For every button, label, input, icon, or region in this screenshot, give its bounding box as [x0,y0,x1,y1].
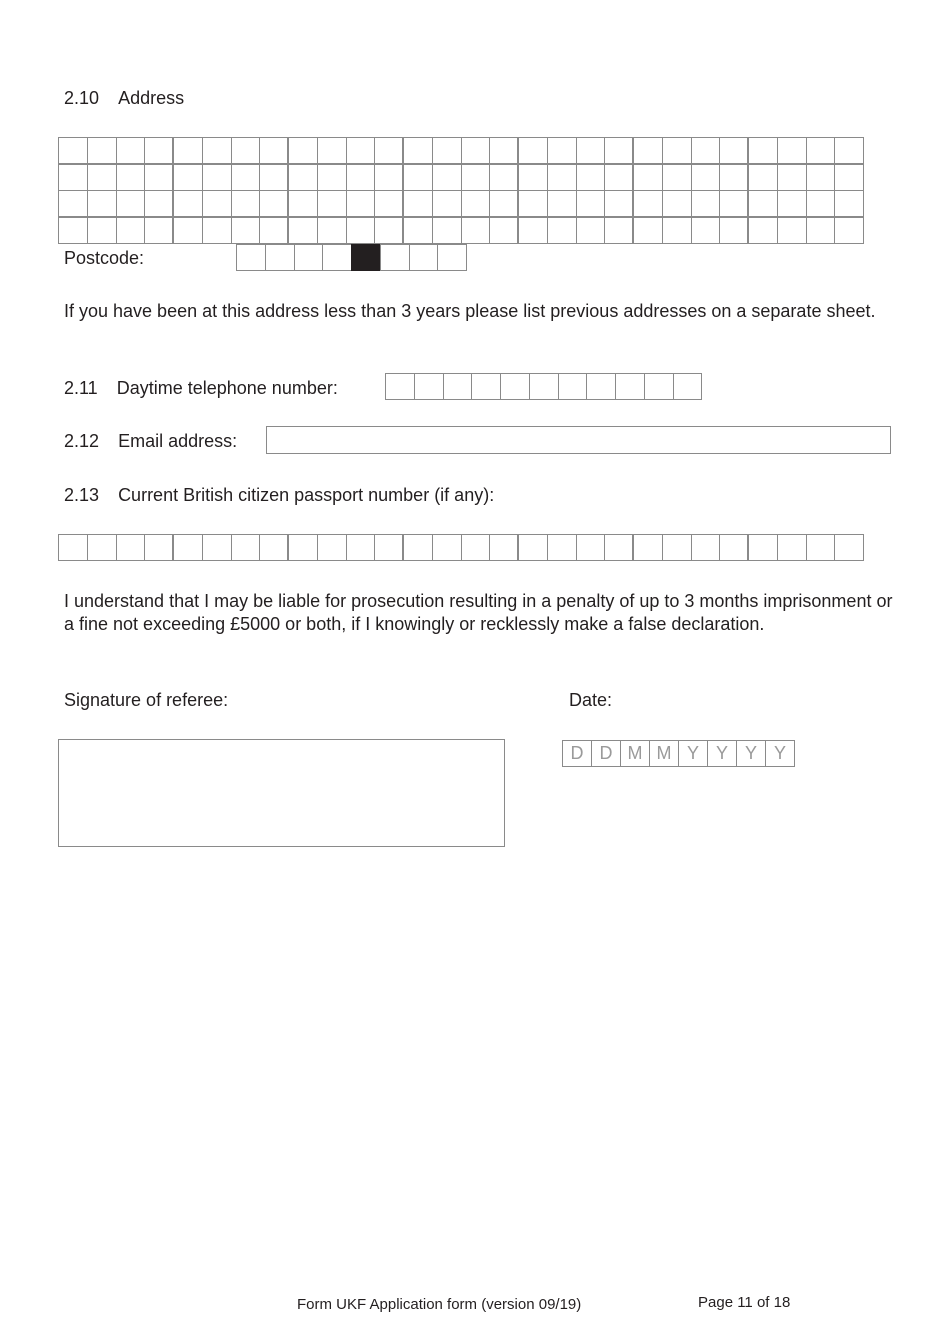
passport-cell[interactable] [806,534,836,561]
address-cell[interactable] [87,164,117,191]
address-cell[interactable] [662,217,692,244]
address-cell[interactable] [461,137,491,164]
address-cell[interactable] [691,217,721,244]
address-cell[interactable] [834,217,864,244]
telephone-cell[interactable] [558,373,588,400]
address-cell[interactable] [231,217,261,244]
signature-label: Signature of referee: [64,690,229,710]
address-cell[interactable] [662,137,692,164]
declaration-text: I understand that I may be liable for prosecution resulting in a penalty of up to 3 months imprisonment or a fine not exceeding £5000 or both, if I knowingly or recklessly make a false declaration. [64,591,893,634]
telephone-cell[interactable] [644,373,674,400]
address-cell[interactable] [173,164,203,191]
address-cell[interactable] [116,164,146,191]
passport-cell[interactable] [834,534,864,561]
address-cell[interactable] [403,164,433,191]
address-cell[interactable] [432,190,462,217]
address-cell[interactable] [317,190,347,217]
date-cell[interactable]: M [620,740,650,767]
address-line [58,217,863,243]
address-cell[interactable] [806,164,836,191]
address-cell[interactable] [259,217,289,244]
date-cell[interactable]: D [562,740,592,767]
address-cell[interactable] [691,164,721,191]
passport-cell[interactable] [259,534,289,561]
address-cell[interactable] [87,137,117,164]
address-cell[interactable] [662,190,692,217]
address-cell[interactable] [173,137,203,164]
address-cell[interactable] [777,137,807,164]
footer-page-number: Page 11 of 18 [698,1294,791,1311]
address-cell[interactable] [662,164,692,191]
passport-cell[interactable] [719,534,749,561]
address-cell[interactable] [403,190,433,217]
address-cell[interactable] [518,190,548,217]
section-number: 2.10 [64,88,100,108]
passport-cell[interactable] [518,534,548,561]
passport-cell[interactable] [633,534,663,561]
postcode-cell[interactable] [437,244,467,271]
passport-cell[interactable] [346,534,376,561]
address-cell[interactable] [403,137,433,164]
postcode-cell[interactable] [380,244,410,271]
address-cell[interactable] [116,190,146,217]
address-cell[interactable] [748,137,778,164]
footer-form-name: Form UKF Application form (version 09/19) [297,1296,582,1313]
passport-cell[interactable] [58,534,88,561]
address-cell[interactable] [834,137,864,164]
postcode-cell[interactable] [409,244,439,271]
address-cell[interactable] [374,190,404,217]
postcode-cell[interactable] [236,244,266,271]
address-cell[interactable] [547,164,577,191]
address-cell[interactable] [518,164,548,191]
postcode-cell[interactable] [294,244,324,271]
date-label: Date: [569,690,613,710]
passport-heading [64,484,494,506]
date-cell[interactable]: M [649,740,679,767]
section-number: 2.12 [64,431,100,451]
address-cell[interactable] [346,190,376,217]
address-cell[interactable] [374,137,404,164]
address-cell[interactable] [116,217,146,244]
passport-cell[interactable] [173,534,203,561]
address-cell[interactable] [317,217,347,244]
address-cell[interactable] [691,190,721,217]
date-cell[interactable]: D [591,740,621,767]
address-cell[interactable] [576,190,606,217]
address-cell[interactable] [604,137,634,164]
address-cell[interactable] [58,137,88,164]
address-cell[interactable] [432,164,462,191]
address-cell[interactable] [633,190,663,217]
passport-cell[interactable] [202,534,232,561]
previous-address-note: If you have been at this address less than 3 years please list previous addresses on a separate sheet. [64,301,876,321]
address-cell[interactable] [87,190,117,217]
address-cell[interactable] [518,137,548,164]
telephone-grid [385,373,701,400]
passport-cell[interactable] [461,534,491,561]
address-cell[interactable] [58,190,88,217]
address-cell[interactable] [461,217,491,244]
address-cell[interactable] [317,164,347,191]
address-cell[interactable] [547,137,577,164]
address-cell[interactable] [834,190,864,217]
section-number: 2.11 [64,378,98,398]
postcode-separator [351,244,381,271]
date-cell[interactable]: Y [707,740,737,767]
address-cell[interactable] [806,190,836,217]
address-cell[interactable] [374,164,404,191]
date-cell[interactable]: Y [765,740,795,767]
postcode-label: Postcode: [64,248,145,268]
passport-cell[interactable] [87,534,117,561]
passport-cell[interactable] [374,534,404,561]
passport-cell[interactable] [547,534,577,561]
address-cell[interactable] [144,190,174,217]
address-cell[interactable] [748,217,778,244]
address-cell[interactable] [633,137,663,164]
passport-cell[interactable] [231,534,261,561]
address-cell[interactable] [202,217,232,244]
address-cell[interactable] [288,190,318,217]
address-cell[interactable] [777,164,807,191]
passport-cell[interactable] [604,534,634,561]
telephone-cell[interactable] [385,373,415,400]
address-cell[interactable] [259,137,289,164]
address-cell[interactable] [604,217,634,244]
address-cell[interactable] [432,217,462,244]
telephone-cell[interactable] [500,373,530,400]
address-cell[interactable] [576,164,606,191]
address-cell[interactable] [58,217,88,244]
address-cell[interactable] [346,137,376,164]
address-cell[interactable] [489,137,519,164]
address-cell[interactable] [288,137,318,164]
passport-cell[interactable] [432,534,462,561]
address-cell[interactable] [144,164,174,191]
address-cell[interactable] [432,137,462,164]
address-cell[interactable] [604,164,634,191]
date-grid [562,740,794,767]
address-cell[interactable] [346,164,376,191]
postcode-grid [236,244,466,271]
postcode-cell[interactable] [322,244,352,271]
email-heading [64,430,237,452]
address-cell[interactable] [346,217,376,244]
telephone-cell[interactable] [443,373,473,400]
address-line [58,190,863,216]
telephone-cell[interactable] [471,373,501,400]
address-cell[interactable] [806,137,836,164]
address-cell[interactable] [259,190,289,217]
address-cell[interactable] [489,164,519,191]
address-cell[interactable] [116,137,146,164]
telephone-heading [64,377,338,399]
address-cell[interactable] [777,190,807,217]
address-cell[interactable] [461,164,491,191]
passport-cell[interactable] [777,534,807,561]
address-cell[interactable] [489,217,519,244]
section-label: Daytime telephone number: [116,378,338,398]
telephone-cell[interactable] [615,373,645,400]
date-cell[interactable]: Y [736,740,766,767]
address-cell[interactable] [633,164,663,191]
address-cell[interactable] [719,217,749,244]
address-cell[interactable] [834,164,864,191]
address-cell[interactable] [231,137,261,164]
address-cell[interactable] [691,137,721,164]
address-cell[interactable] [231,164,261,191]
passport-cell[interactable] [691,534,721,561]
passport-cell[interactable] [748,534,778,561]
address-cell[interactable] [144,217,174,244]
address-cell[interactable] [461,190,491,217]
address-cell[interactable] [403,217,433,244]
address-cell[interactable] [144,137,174,164]
address-cell[interactable] [58,164,88,191]
section-label: Email address: [118,431,238,451]
address-cell[interactable] [576,137,606,164]
address-cell[interactable] [288,164,318,191]
address-cell[interactable] [547,190,577,217]
address-cell[interactable] [547,217,577,244]
address-cell[interactable] [604,190,634,217]
telephone-cell[interactable] [673,373,703,400]
address-cell[interactable] [518,217,548,244]
address-cell[interactable] [202,137,232,164]
postcode-cell[interactable] [265,244,295,271]
address-cell[interactable] [202,190,232,217]
address-cell[interactable] [777,217,807,244]
address-cell[interactable] [719,164,749,191]
passport-cell[interactable] [144,534,174,561]
address-cell[interactable] [806,217,836,244]
signature-box[interactable] [58,739,505,847]
address-cell[interactable] [202,164,232,191]
address-cell[interactable] [719,137,749,164]
email-field[interactable] [266,426,891,454]
passport-cell[interactable] [403,534,433,561]
telephone-cell[interactable] [586,373,616,400]
passport-grid [58,534,863,560]
section-label: Address [118,88,185,108]
section-label: Current British citizen passport number (if any): [118,485,495,505]
address-cell[interactable] [719,190,749,217]
date-cell[interactable]: Y [678,740,708,767]
address-heading [64,87,184,109]
passport-cell[interactable] [662,534,692,561]
address-cell[interactable] [87,217,117,244]
address-cell[interactable] [231,190,261,217]
address-cell[interactable] [173,190,203,217]
address-cell[interactable] [317,137,347,164]
telephone-cell[interactable] [529,373,559,400]
address-cell[interactable] [374,217,404,244]
address-cell[interactable] [576,217,606,244]
address-line [58,137,863,163]
passport-cell[interactable] [317,534,347,561]
address-cell[interactable] [489,190,519,217]
passport-cell[interactable] [288,534,318,561]
address-cell[interactable] [259,164,289,191]
passport-cell[interactable] [116,534,146,561]
passport-cell[interactable] [576,534,606,561]
address-cell[interactable] [633,217,663,244]
address-cell[interactable] [748,190,778,217]
section-number: 2.13 [64,485,100,505]
telephone-cell[interactable] [414,373,444,400]
address-cell[interactable] [173,217,203,244]
address-cell[interactable] [288,217,318,244]
address-line [58,164,863,190]
passport-cell[interactable] [489,534,519,561]
address-cell[interactable] [748,164,778,191]
